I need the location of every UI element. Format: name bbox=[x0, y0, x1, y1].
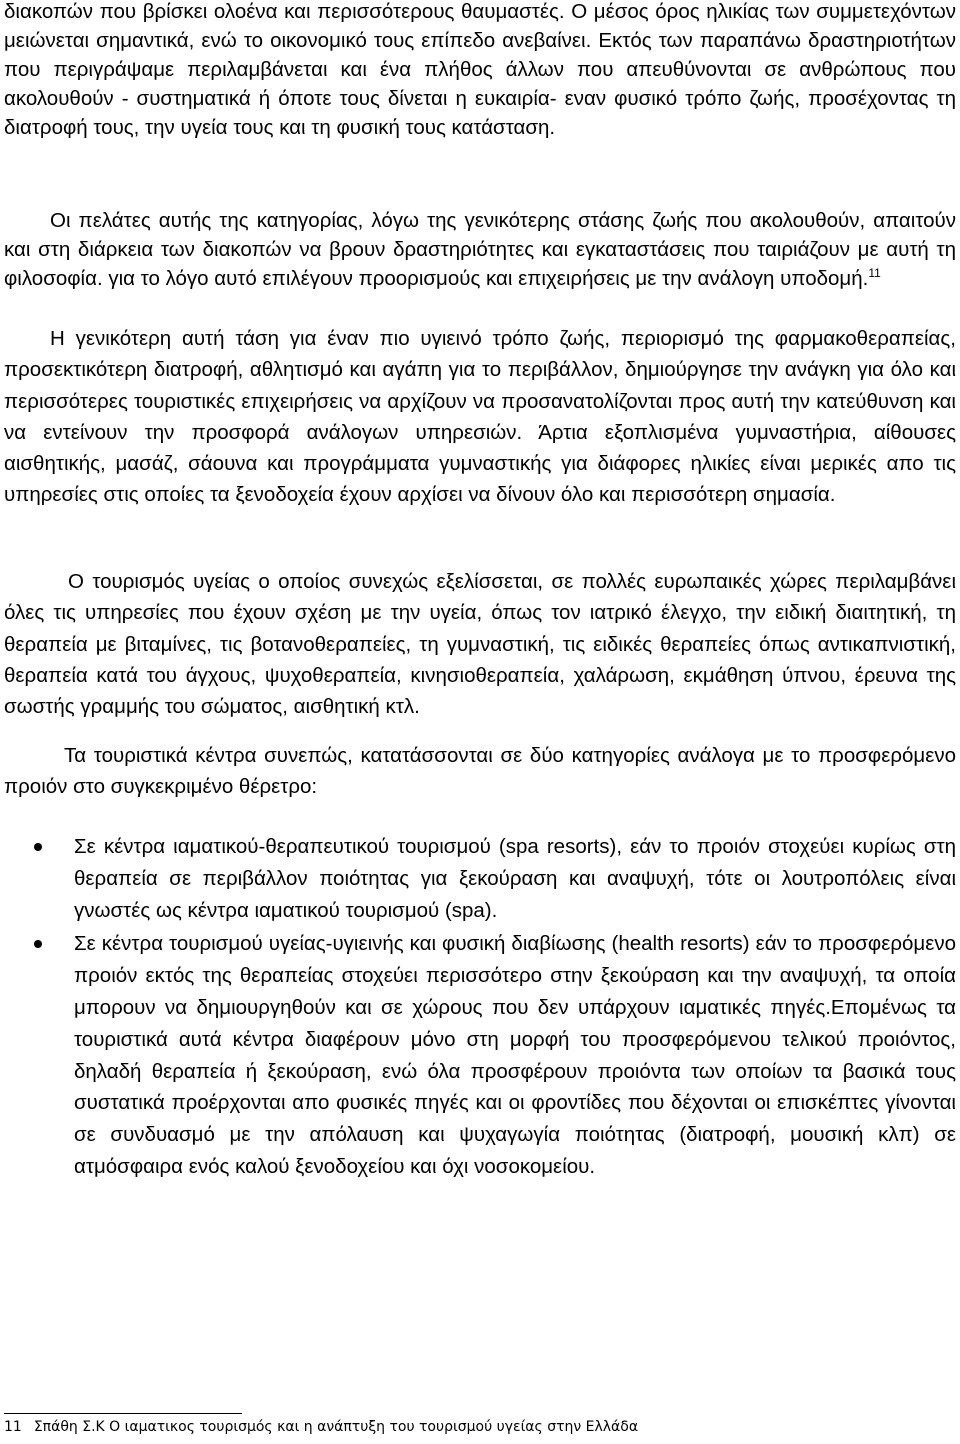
paragraph-health-tourism bbox=[4, 566, 956, 722]
list-item bbox=[0, 928, 960, 1182]
paragraph-intro bbox=[4, 0, 956, 142]
footnote-reference: 11 bbox=[868, 266, 881, 280]
paragraph-clients-text: Οι πελάτες αυτής της κατηγορίας, λόγω της γενικότερης στάσης ζωής που ακολουθούν, απαιτούν και στη διάρκεια των διακοπών να βρουν δραστηριότητες και εγκαταστάσεις που ταιριάζουν με αυτή τη φιλοσοφία. για το λόγο αυτό επιλέγουν προορισμούς και επιχειρήσεις με την ανάλογη υποδομή. bbox=[4, 209, 956, 290]
paragraph-trend bbox=[4, 323, 956, 511]
paragraph-trend-text: Η γενικότερη αυτή τάση για έναν πιο υγιεινό τρόπο ζωής, περιορισμό της φαρμακοθεραπείας, προσεκτικότερη διατροφή, αθλητισμό και αγάπη για το περιβάλλον, δημιούργησε την ανάγκη για όλο και περισσότερες τουριστικές επιχειρήσεις να αρχίζουν να προσανατολίζονται προς αυτή την κατεύθυνση και να εντείνουν την προσφορά ανάλογων υπηρεσιών. Άρτια εξοπλισμένα γυμναστήρια, αίθουσες αισθητικής, μασάζ, σάουνα και προγράμματα γυμναστικής για διάφορες ηλικίες είναι μερικές απο τις υπηρεσίες στις οποίες τα ξενοδοχεία έχουν αρχίσει να δίνουν όλο και περισσότερη σημασία. bbox=[4, 327, 956, 507]
category-list bbox=[0, 831, 960, 1183]
paragraph-clients bbox=[4, 206, 956, 293]
paragraph-categories-text: Τα τουριστικά κέντρα συνεπώς, κατατάσσονται σε δύο κατηγορίες ανάλογα με το προσφερόμενο προιόν στο συγκεκριμένο θέρετρο: bbox=[4, 744, 956, 799]
paragraph-intro-text: διακοπών που βρίσκει ολοένα και περισσότερους θαυμαστές. Ο μέσος όρος ηλικίας των συμμετεχόντων μειώνεται σημαντικά, ενώ το οικονομικό τους επίπεδο ανεβαίνει. Εκτός των παραπάνω δραστηριοτήτων που περιγράψαμε περιλαμβάνεται και ένα πλήθος άλλων που απευθύνονται σε ανθρώπους που ακολουθούν - συστηματικά ή όποτε τους δίνεται η ευκαιρία- εναν φυσικό τρόπο ζωής, προσέχοντας τη διατροφή τους, την υγεία τους και τη φυσική τους κατάσταση. bbox=[4, 0, 956, 139]
bullet-icon bbox=[34, 843, 42, 851]
footnote-divider bbox=[4, 1413, 242, 1414]
paragraph-categories bbox=[4, 740, 956, 803]
footnote bbox=[4, 1417, 956, 1437]
footnote-number: 11 bbox=[4, 1419, 22, 1435]
list-item-text: Σε κέντρα τουρισμού υγείας-υγιεινής και φυσική διαβίωσης (health resorts) εάν το προσφερόμενο προιόν εκτός της θεραπείας στοχεύει περισσότερο στην ξεκούραση και την αναψυχή, τα οποία μπορουν να δημιουργηθούν και σε χώρους που δεν υπάρχουν ιαματικές πηγές.Επομένως τα τουριστικά αυτά κέντρα διαφέρουν μόνο στη μορφή του προσφερόμενου τελικού προιόντος, δηλαδή θεραπεία ή ξεκούραση, ενώ όλα προσφέρουν προιόντα των οποίων τα βασικά τους συστατικά προέρχονται απο φυσικές πηγές και οι φροντίδες που δέχονται οι επισκέπτες γίνονται σε συνδυασμό με την απόλαυση και ψυχαγωγία ποιότητας (διατροφή, μουσική κλπ) σε ατμόσφαιρα ενός καλού ξενοδοχείου και όχι νοσοκομείου. bbox=[74, 932, 956, 1178]
list-item-text: Σε κέντρα ιαματικού-θεραπευτικού τουρισμού (spa resorts), εάν το προιόν στοχεύει κυρίως στη θεραπεία σε περιβάλλον ποιότητας για ξεκούραση και αναψυχή, τότε οι λουτροπόλεις είναι γνωστές ως κέντρα ιαματικού τουρισμού (spa). bbox=[74, 835, 956, 922]
bullet-icon bbox=[34, 940, 42, 948]
footnote-text: Σπάθη Σ.Κ Ο ιαματικος τουρισμός και η ανάπτυξη του τουρισμού υγείας στην Ελλάδα bbox=[33, 1419, 639, 1435]
list-item bbox=[0, 831, 960, 926]
paragraph-health-tourism-text: Ο τουρισμός υγείας ο οποίος συνεχώς εξελίσσεται, σε πολλές ευρωπαικές χώρες περιλαμβάνει όλες τις υπηρεσίες που έχουν σχέση με την υγεία, όπως τον ιατρικό έλεγχο, την ειδική διαιτητική, τη θεραπεία με βιταμίνες, τις βοτανοθεραπείες, τη γυμναστική, τις ειδικές θεραπείες όπως αντικαπνιστική, θεραπεία κατά του άγχους, ψυχοθεραπεία, κινησιοθεραπεία, χαλάρωση, εκμάθηση ύπνου, έρευνα της σωστής γραμμής του σώματος, αισθητική κτλ. bbox=[4, 570, 956, 719]
